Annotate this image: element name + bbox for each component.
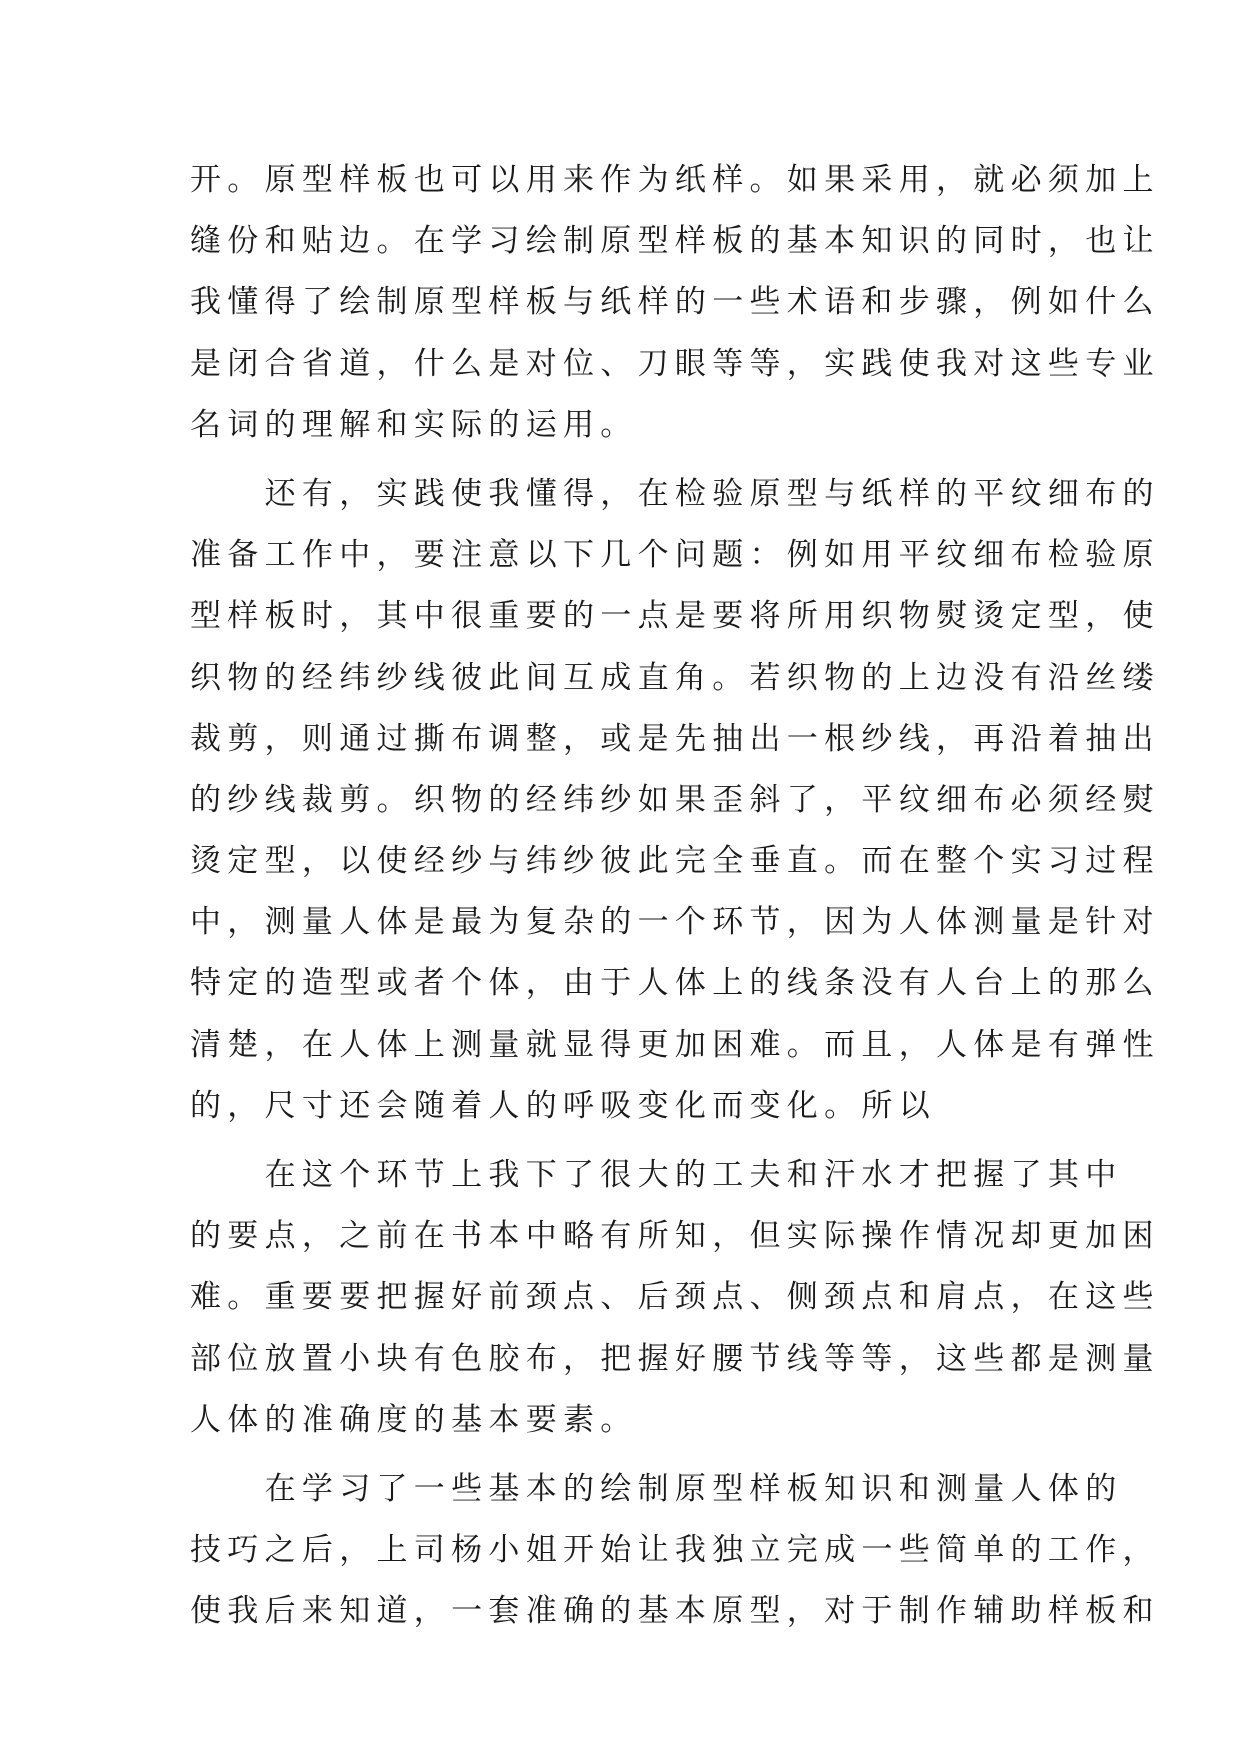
text-line: 中，测量人体是最为复杂的一个环节，因为人体测量是针对 xyxy=(190,904,1160,941)
text-line: 清楚，在人体上测量就显得更加困难。而且，人体是有弹性 xyxy=(190,1026,1160,1063)
text-line: 裁剪，则通过撕布调整，或是先抽出一根纱线，再沿着抽出 xyxy=(190,720,1160,757)
text-line: 还有，实践使我懂得，在检验原型与纸样的平纹细布的 xyxy=(190,475,1160,512)
text-line: 名词的理解和实际的运用。 xyxy=(190,406,638,443)
text-line: 是闭合省道，什么是对位、刀眼等等，实践使我对这些专业 xyxy=(190,345,1160,382)
text-line: 使我后来知道，一套准确的基本原型，对于制作辅助样板和 xyxy=(190,1593,1160,1630)
text-line: 型样板时，其中很重要的一点是要将所用织物熨烫定型，使 xyxy=(190,598,1160,635)
text-line: 在学习了一些基本的绘制原型样板知识和测量人体的 xyxy=(190,1470,1123,1507)
text-line: 的，尺寸还会随着人的呼吸变化而变化。所以 xyxy=(190,1087,936,1124)
text-line: 的要点，之前在书本中略有所知，但实际操作情况却更加困 xyxy=(190,1218,1160,1255)
text-line: 开。原型样板也可以用来作为纸样。如果采用，就必须加上 xyxy=(190,162,1160,198)
text-line: 技巧之后，上司杨小姐开始让我独立完成一些简单的工作， xyxy=(190,1532,1160,1569)
text-line: 的纱线裁剪。织物的经纬纱如果歪斜了，平纹细布必须经熨 xyxy=(190,781,1160,818)
text-line: 准备工作中，要注意以下几个问题：例如用平纹细布检验原 xyxy=(190,537,1160,574)
text-line: 在这个环节上我下了很大的工夫和汗水才把握了其中 xyxy=(190,1157,1123,1193)
text-line: 缝份和贴边。在学习绘制原型样板的基本知识的同时，也让 xyxy=(190,223,1160,260)
text-line: 我懂得了绘制原型样板与纸样的一些术语和步骤，例如什么 xyxy=(190,284,1160,321)
text-line: 特定的造型或者个体，由于人体上的线条没有人台上的那么 xyxy=(190,965,1160,1002)
text-line: 织物的经纬纱线彼此间互成直角。若织物的上边没有沿丝缕 xyxy=(190,659,1160,696)
text-line: 难。重要要把握好前颈点、后颈点、侧颈点和肩点，在这些 xyxy=(190,1279,1160,1316)
text-line: 人体的准确度的基本要素。 xyxy=(190,1401,638,1438)
text-line: 部位放置小块有色胶布，把握好腰节线等等，这些都是测量 xyxy=(190,1340,1160,1377)
body-text xyxy=(190,150,1160,1643)
text-line: 烫定型，以使经纱与纬纱彼此完全垂直。而在整个实习过程 xyxy=(190,843,1160,880)
